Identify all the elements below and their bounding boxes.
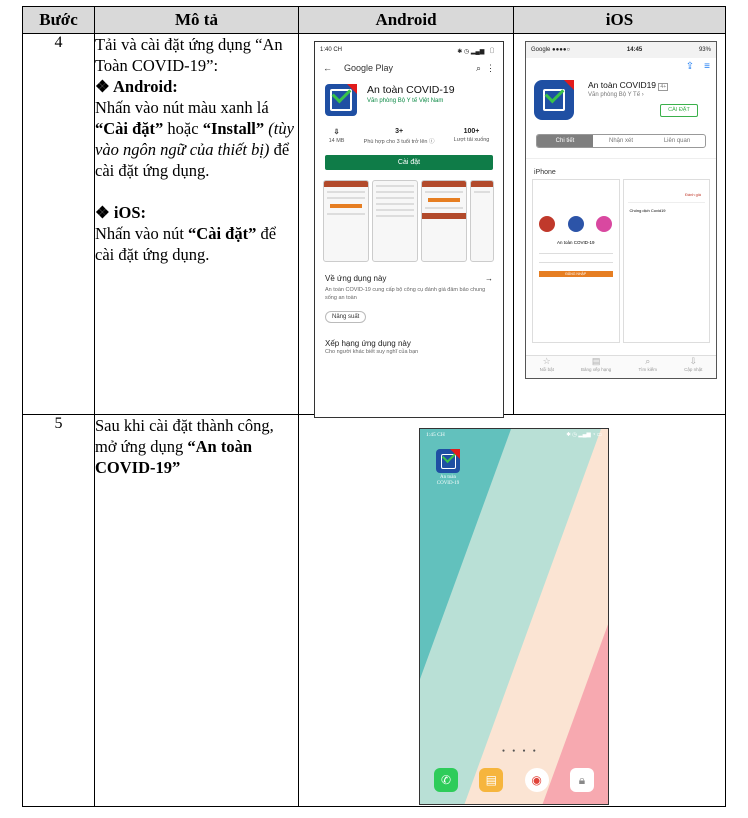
list-icon: ▤ [591,356,601,366]
app-logo-icon [534,80,574,120]
get-button[interactable]: CÀI ĐẶT [660,104,698,117]
dock [434,768,594,792]
screenshots[interactable] [526,179,716,343]
download-icon: ⇩ [689,356,698,366]
app-header [315,78,503,122]
search-icon[interactable]: ⌕ [475,62,481,73]
play-header [315,58,503,78]
app-name: An toàn COVID19 [588,80,657,90]
ios-app-store-screenshot [525,41,717,379]
step-number: 5 [23,415,95,807]
intro-text: Tải và cài đặt ứng dụng “An Toàn COVID-19”: [95,35,283,75]
about-text: An toàn COVID-19 cung cấp bộ công cụ đánh giá đảm bảo chung sống an toàn [325,287,486,301]
segment-control[interactable] [536,134,706,148]
tab-related[interactable]: Liên quan [663,138,691,144]
install-button[interactable]: Cài đặt [325,155,493,170]
app-logo-icon[interactable] [436,449,460,473]
lock-icon[interactable]: 🔒︎ [570,768,594,792]
header-step: Bước [23,7,95,34]
screenshots-carousel[interactable] [315,170,503,262]
step-description [95,415,299,807]
chrome-icon[interactable]: ◉ [525,768,549,792]
screenshot-thumb[interactable] [323,180,369,262]
arrow-right-icon: → [485,274,493,283]
rate-subtitle: Cho người khác biết suy nghĩ của bạn [325,349,419,355]
tab-charts[interactable]: ▤ Bảng xếp hạng [581,356,612,372]
star-icon: ☆ [542,356,551,366]
step-number: 4 [23,34,95,415]
back-arrow-icon[interactable]: ← [323,63,332,73]
app-name: An toàn COVID-19 [367,84,455,96]
app-shortcut[interactable] [432,449,464,487]
ios-toolbar [526,58,716,74]
menu-icon[interactable]: ≡ [704,60,710,72]
android-instructions: Nhấn vào nút màu xanh lá “Cài đặt” hoặc “Install” (tùy vào ngôn ngữ của thiết bị) để cài đặt ứng dụng. [95,98,294,180]
store-title: Google Play [344,63,394,73]
page-indicator: ● ● ● ● [502,749,539,754]
tab-search[interactable]: ⌕ Tìm kiếm [638,356,657,372]
android-play-store-screenshot [314,41,504,418]
about-section[interactable]: Về ứng dụng này → [325,274,493,283]
tab-details[interactable]: Chi tiết [537,135,593,147]
screenshot-thumb[interactable] [421,180,467,262]
developer-link[interactable]: Văn phòng Bộ Y tế Việt Nam [367,98,444,104]
header-ios: iOS [514,7,726,34]
app-logo-icon [325,84,357,116]
ios-instructions: Nhấn vào nút “Cài đặt” để cài đặt ứng dụng. [95,224,277,264]
status-bar: 1:45 CH ✱ ◷ ▂▄▆ ◔ ▭ [426,432,602,438]
open-app-text: Sau khi cài đặt thành công, mở ứng dụng “An toàn COVID-19” [95,416,274,477]
android-label: ❖ Android: [95,77,178,96]
tab-reviews[interactable]: Nhận xét [608,138,633,144]
step-description [95,34,299,415]
tab-bar [526,355,716,378]
app-shortcut-label: An toàn COVID-19 [436,475,460,486]
screenshot-thumb[interactable]: Đánh giá Chống dịch Covid19 [623,179,711,343]
developer-link[interactable]: Văn phòng Bộ Y Tế › [588,92,644,98]
device-label: iPhone [526,158,716,179]
header-description: Mô tả [95,7,299,34]
age-rating-icon: 3+ [395,128,404,135]
more-icon[interactable]: ⋮ [486,62,495,73]
share-icon[interactable]: ⇪ [685,60,695,72]
ios-label: ❖ iOS: [95,203,147,222]
messages-icon[interactable]: ▤ [479,768,503,792]
app-header: An toàn COVID19 4+ Văn phòng Bộ Y Tế › CÀI ĐẶT [526,74,716,126]
status-bar: 1:40 CH ✱ ◷ ▂▄▆ 〔〕 [320,47,498,55]
header-android: Android [299,7,514,34]
tab-featured[interactable]: ☆ Nổi bật [539,356,554,372]
status-bar: Google ●●●●○ 14:45 93% [526,42,716,58]
rate-title: Xếp hạng ứng dụng này [325,339,411,348]
screenshot-thumb[interactable] [372,180,418,262]
screenshot-thumb[interactable] [470,180,494,262]
category-chip[interactable]: Nâng suất [325,311,366,323]
search-icon: ⌕ [645,356,651,366]
app-stats: ⇩ 14 MB 3+ Phù hợp cho 3 tuổi trở lên ⓘ 100+ Lượt tải xuống [328,128,490,145]
tab-updates[interactable]: ⇩ Cập nhật [684,356,703,372]
home-screen-screenshot [419,428,609,805]
download-size-icon: ⇩ [333,129,340,136]
phone-icon[interactable]: ✆ [434,768,458,792]
screenshot-thumb[interactable]: An toàn COVID-19 ĐĂNG NHẬP [532,179,620,343]
